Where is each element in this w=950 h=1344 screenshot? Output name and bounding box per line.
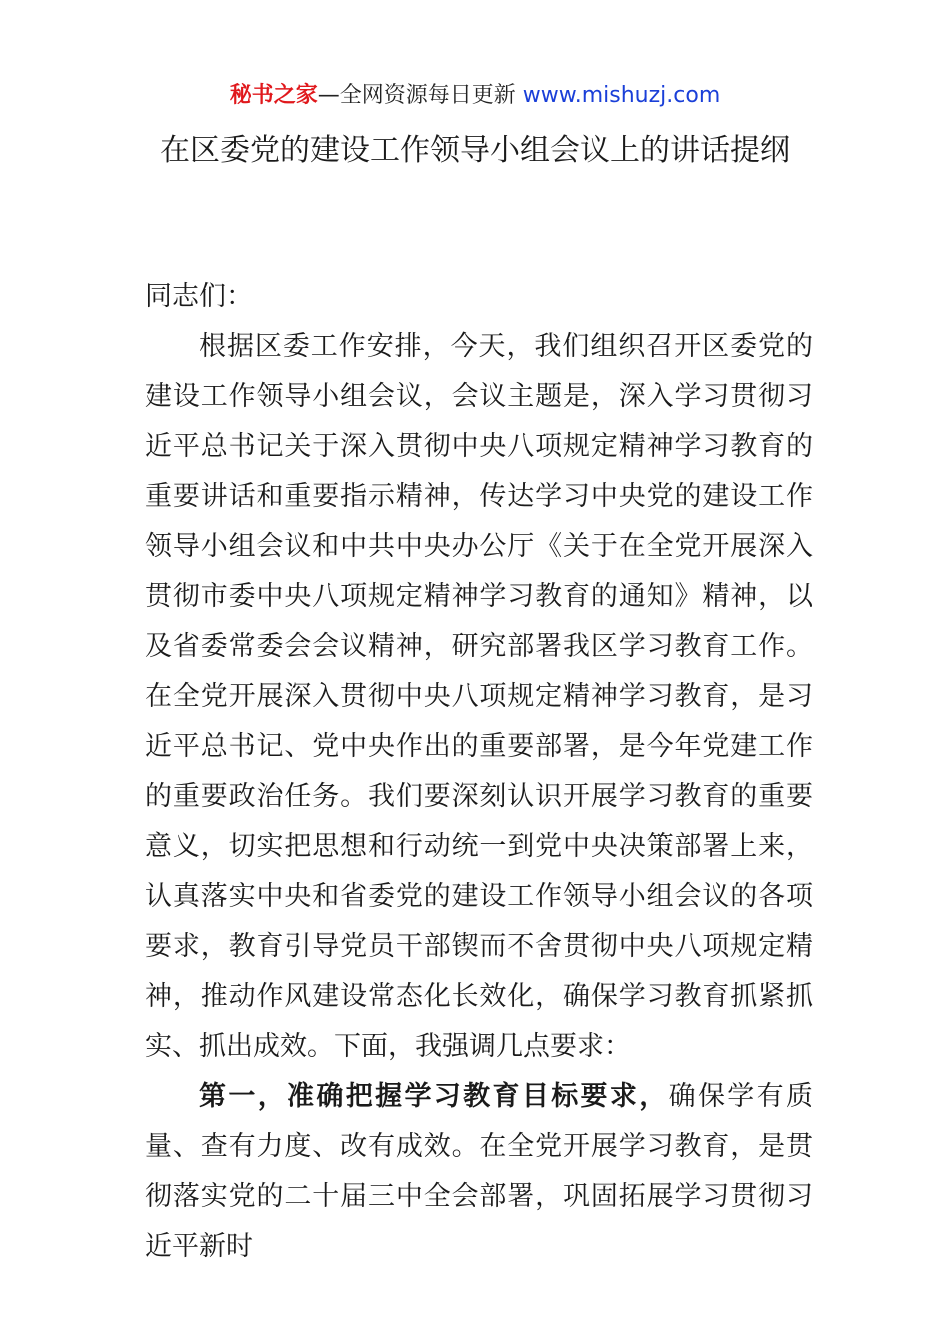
header-tagline: —全网资源每日更新 — [317, 83, 516, 108]
paragraph-body: 确保学有质量、查有力度、改有成效。在全党开展学习教育，是贯彻落实党的二十届三中全会部署，巩固拓展学习贯彻习近平新时 — [145, 1081, 814, 1262]
paragraph-lead: 第一，准确把握学习教育目标要求， — [199, 1081, 669, 1112]
site-header — [0, 80, 950, 112]
document-title: 在区委党的建设工作领导小组会议上的讲话提纲 — [160, 133, 790, 168]
site-url-link[interactable]: www.mishuzj.com — [522, 83, 721, 108]
document-body — [145, 272, 813, 1272]
paragraph-first-point — [145, 1072, 813, 1272]
brand-name: 秘书之家 — [229, 83, 318, 108]
paragraph-intro: 根据区委工作安排，今天，我们组织召开区委党的建设工作领导小组会议，会议主题是，深入学习贯彻习近平总书记关于深入贯彻中央八项规定精神学习教育的重要讲话和重要指示精神，传达学习中央党的建设工作领导小组会议和中共中央办公厅《关于在全党开展深入贯彻市委中央八项规定精神学习教育的通知》精神，以及省委常委会会议精神，研究部署我区学习教育工作。在全党开展深入贯彻中央八项规定精神学习教育，是习近平总书记、党中央作出的重要部署，是今年党建工作的重要政治任务。我们要深刻认识开展学习教育的重要意义，切实把思想和行动统一到党中央决策部署上来，认真落实中央和省委党的建设工作领导小组会议的各项要求，教育引导党员干部锲而不舍贯彻中央八项规定精神，推动作风建设常态化长效化，确保学习教育抓紧抓实、抓出成效。下面，我强调几点要求： — [145, 331, 813, 1062]
greeting: 同志们： — [145, 281, 253, 312]
